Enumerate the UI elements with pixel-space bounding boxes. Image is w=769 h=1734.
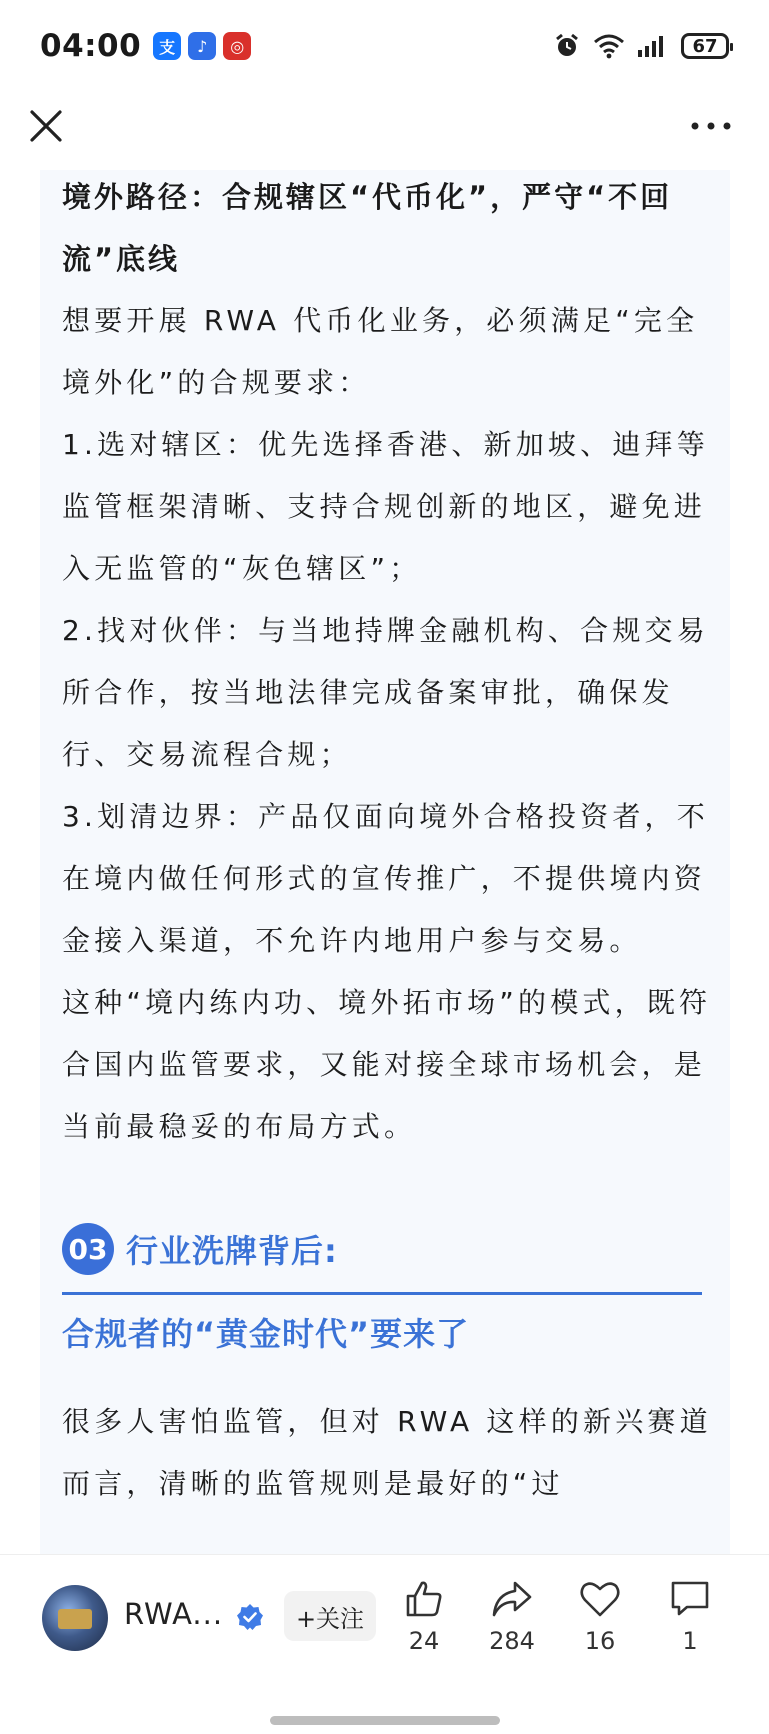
bank-app-icon: ◎: [223, 32, 251, 60]
more-options-icon[interactable]: [689, 116, 733, 136]
status-app-icons: [153, 32, 251, 60]
top-nav: [0, 92, 769, 172]
signal-icon: [637, 34, 669, 58]
close-icon[interactable]: [26, 106, 66, 146]
comment-bubble-icon: [669, 1579, 711, 1619]
article-paragraph: 1.选对辖区：优先选择香港、新加坡、迪拜等监管框架清晰、支持合规创新的地区，避免进入无监管的“灰色辖区”；: [62, 428, 709, 585]
favorite-count: 16: [584, 1627, 616, 1655]
status-time: 04:00: [40, 28, 142, 64]
alipay-icon: 支: [153, 32, 181, 60]
like-button[interactable]: [384, 1579, 464, 1655]
alarm-icon: [553, 32, 581, 60]
section-number-badge: 03: [62, 1223, 114, 1275]
share-count: 284: [489, 1627, 535, 1655]
wifi-icon: [593, 33, 625, 59]
comment-button[interactable]: [650, 1579, 730, 1655]
section-divider: [62, 1292, 702, 1295]
battery-icon: 67: [681, 33, 729, 59]
article-paragraph: 2.找对伙伴：与当地持牌金融机构、合规交易所合作，按当地法律完成备案审批，确保发行、交易流程合规；: [62, 614, 709, 771]
home-indicator[interactable]: [270, 1716, 500, 1725]
status-indicators: [553, 32, 729, 60]
share-button[interactable]: [472, 1579, 552, 1655]
article-paragraph: 想要开展 RWA 代币化业务，必须满足“完全境外化”的合规要求：: [62, 304, 699, 399]
author-name[interactable]: RWA...: [124, 1597, 224, 1631]
bottom-action-bar: [0, 1554, 769, 1734]
article-paragraph: 3.划清边界：产品仅面向境外合格投资者，不在境内做任何形式的宣传推广，不提供境内资金接入渠道，不允许内地用户参与交易。: [62, 800, 709, 957]
article-heading: 境外路径：合规辖区“代币化”，严守“不回流”底线: [62, 180, 673, 276]
section-header: [62, 1214, 714, 1284]
verified-badge-icon: [236, 1603, 264, 1631]
section-subtitle: 合规者的“黄金时代”要来了: [62, 1315, 470, 1353]
article-paragraph: 这种“境内练内功、境外拓市场”的模式，既符合国内监管要求，又能对接全球市场机会，是当前最稳妥的布局方式。: [62, 986, 712, 1143]
follow-button[interactable]: +关注: [284, 1591, 376, 1641]
status-bar: [0, 0, 769, 92]
comment-count: 1: [682, 1627, 698, 1655]
avatar-chip-graphic: [58, 1609, 92, 1629]
article-content[interactable]: [40, 170, 730, 1554]
share-arrow-icon: [491, 1579, 533, 1619]
voice-app-icon: ♪: [188, 32, 216, 60]
article-body: [62, 170, 714, 1515]
heart-icon: [579, 1579, 621, 1619]
like-count: 24: [408, 1627, 440, 1655]
thumbs-up-icon: [404, 1579, 444, 1619]
favorite-button[interactable]: [560, 1579, 640, 1655]
author-avatar[interactable]: [42, 1585, 108, 1651]
section-title: 行业洗牌背后:: [126, 1232, 338, 1270]
article-paragraph: 很多人害怕监管，但对 RWA 这样的新兴赛道而言，清晰的监管规则是最好的“过: [62, 1405, 712, 1500]
